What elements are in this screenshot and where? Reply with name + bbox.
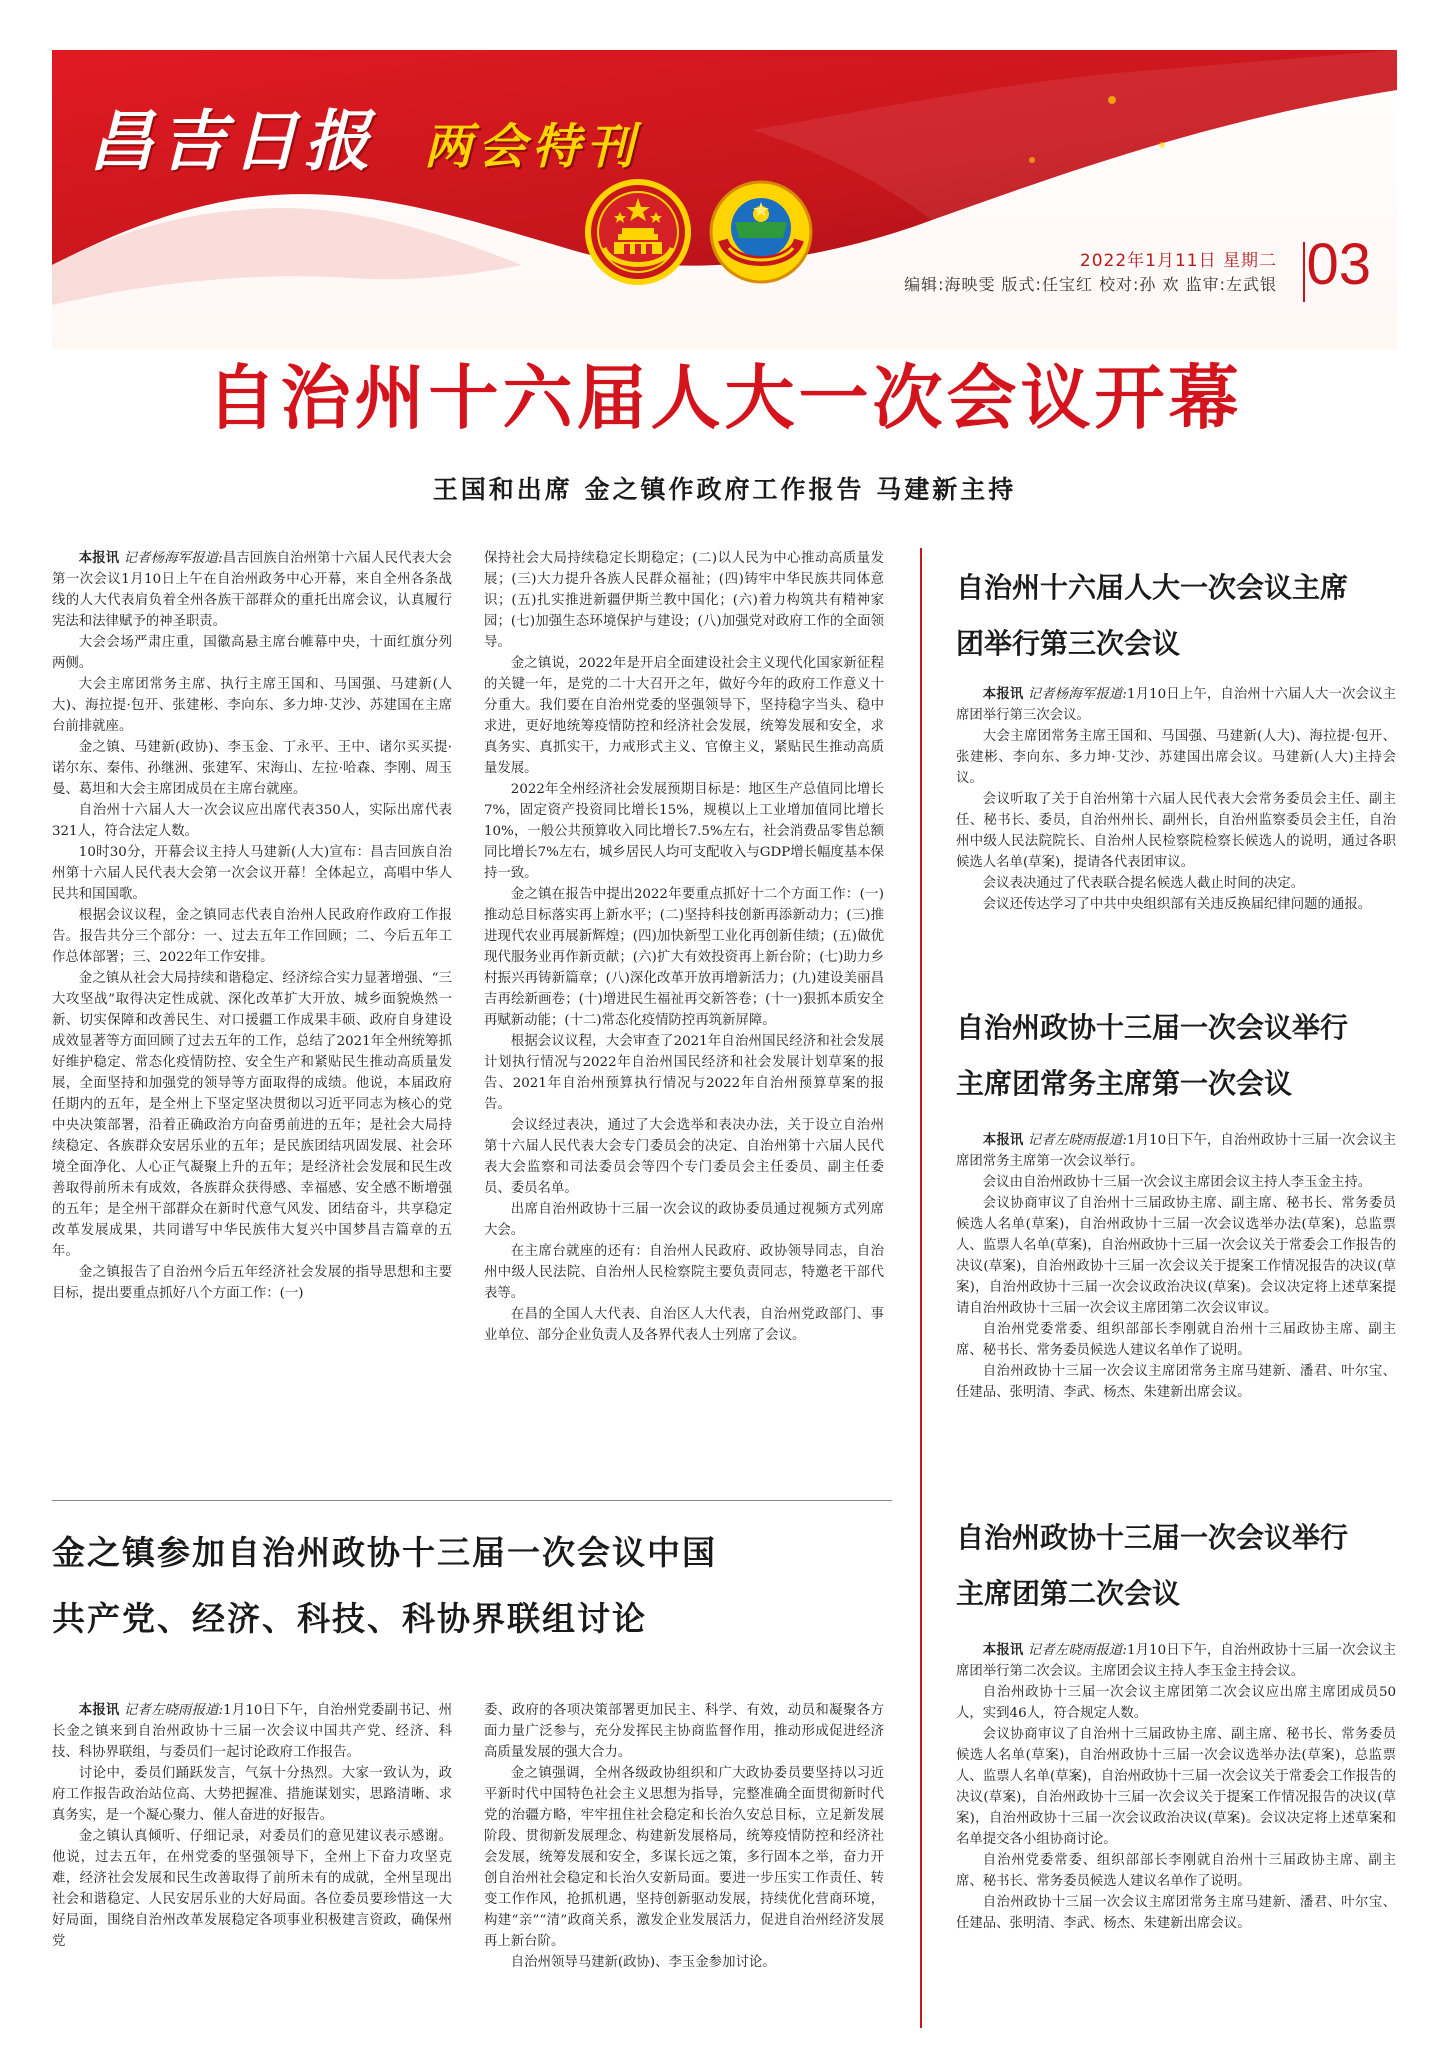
paragraph-text: 金之镇认真倾听、仔细记录，对委员们的意见建议表示感谢。他说，过去五年，在州党委的坚强领导下，全州上下奋力攻坚克难，经济社会发展和民生改善取得了前所未有的成就，全州呈现出社会和谐稳定、人民安居乐业的大好局面。各位委员要珍惜这一大好局面，围绕自治州改革发展稳定各项事业积极建言资政，确保州党 bbox=[52, 1829, 452, 1949]
section-divider bbox=[52, 1500, 892, 1501]
side-article-3-body bbox=[956, 1640, 1396, 2030]
dateline-lead: 本报讯 bbox=[78, 1703, 120, 1718]
paragraph bbox=[52, 1763, 452, 1826]
paragraph bbox=[956, 1892, 1396, 1934]
paragraph bbox=[484, 1304, 884, 1346]
masthead bbox=[52, 50, 1397, 350]
paragraph bbox=[956, 1319, 1396, 1361]
bottom-article-column-2 bbox=[484, 1700, 884, 2030]
paragraph bbox=[484, 1199, 884, 1241]
paragraph-text: 会议由自治州政协十三届一次会议主席团会议主持人李玉金主持。 bbox=[982, 1175, 1372, 1190]
sub-headline: 王国和出席 金之镇作政府工作报告 马建新主持 bbox=[432, 475, 1017, 504]
paragraph bbox=[52, 632, 452, 674]
paragraph-text: 根据会议议程，金之镇同志代表自治州人民政府作政府工作报告。报告共分三个部分：一、过去五年工作回顾；二、今后五年工作总体部署；三、2022年工作安排。 bbox=[52, 908, 452, 965]
paragraph bbox=[52, 674, 452, 737]
national-emblem-icon bbox=[584, 178, 692, 286]
paragraph-text: 自治州党委常委、组织部部长李刚就自治州十三届政协主席、副主席、秘书长、常务委员候选人建议名单作了说明。 bbox=[956, 1322, 1396, 1358]
paragraph bbox=[484, 1241, 884, 1304]
paper-name: 昌吉日报 bbox=[88, 102, 376, 180]
side-article-2-body bbox=[956, 1130, 1396, 1500]
paragraph-text: 委、政府的各项决策部署更加民主、科学、有效，动员和凝聚各方面力量广泛参与，充分发挥民主协商监督作用，推动形成促进经济高质量发展的强大合力。 bbox=[484, 1703, 884, 1760]
dateline-lead: 本报讯 bbox=[982, 1643, 1024, 1658]
main-headline: 自治州十六届人大一次会议开幕 bbox=[206, 357, 1243, 439]
paragraph bbox=[52, 737, 452, 800]
byline: 记者左晓雨报道: bbox=[1027, 1133, 1127, 1148]
paragraph bbox=[956, 1724, 1396, 1850]
main-article-column-2 bbox=[484, 548, 884, 1483]
paragraph bbox=[484, 1031, 884, 1115]
column-divider bbox=[920, 548, 922, 2028]
paragraph bbox=[956, 789, 1396, 873]
bottom-article-column-1 bbox=[52, 1700, 452, 2030]
paragraph-text: 会议听取了关于自治州第十六届人民代表大会常务委员会主任、副主任、秘书长、委员，自治州州长、副州长，自治州监察委员会主任，自治州中级人民法院院长、自治州人民检察院检察长候选人的说明，通过各职候选人名单(草案)，提请各代表团审议。 bbox=[956, 792, 1396, 870]
paragraph-text: 金之镇、马建新(政协)、李玉金、丁永平、王中、诸尔买买提·诺尔东、秦伟、孙继洲、张建军、宋海山、左拉·哈森、李刚、周玉曼、葛坦和大会主席团成员在主席台就座。 bbox=[52, 740, 452, 797]
paragraph-text: 1月10日下午，自治州政协十三届一次会议主席团举行第二次会议。主席团会议主持人李玉金主持会议。 bbox=[956, 1643, 1396, 1679]
paragraph-text: 大会会场严肃庄重，国徽高悬主席台帷幕中央，十面红旗分列两侧。 bbox=[52, 635, 452, 671]
paragraph-text: 2022年全州经济社会发展预期目标是：地区生产总值同比增长7%，固定资产投资同比增长15%，规模以上工业增加值同比增长10%，一般公共预算收入同比增长7.5%左右，社会消费品零售总额同比增长7%左右，城乡居民人均可支配收入与GDP增长幅度基本保持一致。 bbox=[484, 782, 884, 881]
paragraph bbox=[956, 726, 1396, 789]
paragraph bbox=[52, 1700, 452, 1763]
paragraph bbox=[484, 1115, 884, 1199]
side-article-1-body bbox=[956, 684, 1396, 984]
paragraph-text: 出席自治州政协十三届一次会议的政协委员通过视频方式列席大会。 bbox=[484, 1202, 884, 1238]
side-article-2-title-line2: 主席团常务主席第一次会议 bbox=[956, 1067, 1293, 1100]
bottom-article-title-line1: 金之镇参加自治州政协十三届一次会议中国 bbox=[52, 1533, 717, 1572]
paragraph-text: 10时30分，开幕会议主持人马建新(人大)宣布：昌吉回族自治州第十六届人民代表大会第一次会议开幕！全体起立，高唱中华人民共和国国歌。 bbox=[52, 845, 452, 902]
paragraph bbox=[956, 894, 1396, 915]
paragraph bbox=[956, 684, 1396, 726]
side-article-1-title bbox=[956, 560, 1396, 672]
paragraph-text: 会议表决通过了代表联合提名候选人截止时间的决定。 bbox=[982, 876, 1305, 891]
paragraph-text: 自治州政协十三届一次会议主席团第二次会议应出席主席团成员50人，实到46人，符合规定人数。 bbox=[956, 1685, 1396, 1721]
paragraph bbox=[956, 1130, 1396, 1172]
issue-date: 2022年1月11日 星期二 bbox=[1079, 251, 1277, 271]
dateline-lead: 本报讯 bbox=[982, 687, 1024, 702]
paragraph-text: 会议还传达学习了中共中央组织部有关违反换届纪律问题的通报。 bbox=[982, 897, 1372, 912]
paragraph-text: 讨论中，委员们踊跃发言，气氛十分热烈。大家一致认为，政府工作报告政治站位高、大势把握准、措施谋划实，思路清晰、求真务实，是一个凝心聚力、催人奋进的好报告。 bbox=[52, 1766, 452, 1823]
byline: 记者左晓雨报道: bbox=[1027, 1643, 1127, 1658]
paragraph bbox=[52, 548, 452, 632]
paragraph bbox=[484, 653, 884, 779]
paragraph-text: 金之镇强调，全州各级政协组织和广大政协委员要坚持以习近平新时代中国特色社会主义思想为指导，完整准确全面贯彻新时代党的治疆方略，牢牢扭住社会稳定和长治久安总目标，立足新发展阶段、贯彻新发展理念、构建新发展格局，统筹疫情防控和经济社会发展，统筹发展和安全，多谋长远之策，多行固本之举，奋力开创自治州社会稳定和长治久安新局面。要进一步压实工作责任、转变工作作风，抢抓机遇，坚持创新驱动发展，持续优化营商环境，构建“亲”“清”政商关系，激发企业发展活力，促进自治州经济发展再上新台阶。 bbox=[484, 1766, 884, 1949]
paragraph bbox=[956, 1850, 1396, 1892]
paragraph-text: 昌吉回族自治州第十六届人民代表大会第一次会议1月10日上午在自治州政务中心开幕，来自全州各条战线的人大代表肩负着全州各族干部群众的重托出席会议，认真履行宪法和法律赋予的神圣职责。 bbox=[52, 551, 452, 629]
side-article-2-title-line1: 自治州政协十三届一次会议举行 bbox=[956, 1011, 1349, 1044]
paragraph-text: 会议经过表决，通过了大会选举和表决办法，关于设立自治州第十六届人民代表大会专门委员会的决定、自治州第十六届人民代表大会监察和司法委员会等四个专门委员会主任委员、副主任委员、委员名单。 bbox=[484, 1118, 884, 1196]
page-number-divider bbox=[1303, 242, 1305, 302]
paragraph bbox=[52, 1262, 452, 1304]
bottom-article-title bbox=[52, 1520, 892, 1652]
paragraph-text: 会议协商审议了自治州十三届政协主席、副主席、秘书长、常务委员候选人名单(草案)，自治州政协十三届一次会议选举办法(草案)，总监票人、监票人名单(草案)，自治州政协十三届一次会议关于常委会工作报告的决议(草案)，自治州政协十三届一次会议关于提案工作情况报告的决议(草案)，自治州政协十三届一次会议政治决议(草案)。会议决定将上述草案和名单提交各小组协商讨论。 bbox=[956, 1727, 1396, 1847]
paragraph bbox=[52, 968, 452, 1262]
paragraph-text: 自治州党委常委、组织部部长李刚就自治州十三届政协主席、副主席、秘书长、常务委员候选人建议名单作了说明。 bbox=[956, 1853, 1396, 1889]
paragraph-text: 保持社会大局持续稳定长期稳定；(二)以人民为中心推动高质量发展；(三)大力提升各族人民群众福祉；(四)铸牢中华民族共同体意识；(五)扎实推进新疆伊斯兰教中国化；(六)着力构筑共有精神家园；(七)加强生态环境保护与建设；(八)加强党对政府工作的全面领导。 bbox=[484, 551, 884, 650]
side-article-1-title-line2: 团举行第三次会议 bbox=[956, 627, 1181, 660]
paragraph bbox=[956, 1172, 1396, 1193]
side-article-3-title-line2: 主席团第二次会议 bbox=[956, 1577, 1181, 1610]
paragraph-text: 大会主席团常务主席、执行主席王国和、马国强、马建新(人大)、海拉提·包开、张建彬、李向东、多力坤·艾沙、苏建国在主席台前排就座。 bbox=[52, 677, 452, 734]
editorial-credits: 编辑:海映雯 版式:任宝红 校对:孙 欢 监审:左武银 bbox=[904, 275, 1277, 294]
cppcc-emblem-icon bbox=[707, 178, 815, 286]
paragraph bbox=[52, 842, 452, 905]
paragraph bbox=[484, 1700, 884, 1763]
paragraph bbox=[956, 1640, 1396, 1682]
paragraph-text: 在昌的全国人大代表、自治区人大代表，自治州党政部门、事业单位、部分企业负责人及各界代表人士列席了会议。 bbox=[484, 1307, 884, 1343]
paragraph bbox=[52, 905, 452, 968]
paragraph-text: 1月10日下午，自治州政协十三届一次会议主席团常务主席第一次会议举行。 bbox=[956, 1133, 1396, 1169]
paragraph-text: 金之镇在报告中提出2022年要重点抓好十二个方面工作：(一)推动总目标落实再上新水平；(二)坚持科技创新再添新动力；(三)推进现代农业再展新辉煌；(四)加快新型工业化再创新佳绩；(五)做优现代服务业再作新贡献；(六)扩大有效投资再上新台阶；(七)助力乡村振兴再铸新篇章；(八)深化改革开放再增新活力；(九)建设美丽昌吉再绘新画卷；(十)增进民生福祉再交新答卷；(十一)狠抓本质安全再赋新动能；(十二)常态化疫情防控再筑新屏障。 bbox=[484, 887, 884, 1028]
bottom-article-title-line2: 共产党、经济、科技、科协界联组讨论 bbox=[52, 1599, 647, 1638]
special-issue-label: 两会特刊 bbox=[424, 119, 641, 175]
paragraph bbox=[484, 548, 884, 653]
paragraph-text: 大会主席团常务主席王国和、马国强、马建新(人大)、海拉提·包开、张建彬、李向东、多力坤·艾沙、苏建国出席会议。马建新(人大)主持会议。 bbox=[956, 729, 1396, 786]
paragraph-text: 金之镇报告了自治州今后五年经济社会发展的指导思想和主要目标，提出要重点抓好八个方面工作：(一) bbox=[52, 1265, 452, 1301]
paragraph-text: 金之镇从社会大局持续和谐稳定、经济综合实力显著增强、“三大攻坚战”取得决定性成就、深化改革扩大开放、城乡面貌焕然一新、切实保障和改善民生、对口援疆工作成果丰硕、政府自身建设成效显著等方面回顾了过去五年的工作，总结了2021年全州统筹抓好维护稳定、常态化疫情防控、安全生产和紧贴民生推动高质量发展，全面坚持和加强党的领导等方面取得的成绩。他说，本届政府任期内的五年，是全州上下坚定坚决贯彻以习近平同志为核心的党中央决策部署，沿着正确政治方向奋勇前进的五年；是社会大局持续稳定、各族群众安居乐业的五年；是民族团结巩固发展、社会环境全面净化、人心正气凝聚上升的五年；是经济社会发展和民生改善取得前所未有成效，各族群众获得感、幸福感、安全感不断增强的五年；是全州干部群众在新时代意气风发、团结奋斗，共享稳定改革发展成果，共同谱写中华民族伟大复兴中国梦昌吉篇章的五年。 bbox=[52, 971, 452, 1259]
byline: 记者杨海军报道: bbox=[1027, 687, 1127, 702]
main-article-column-1 bbox=[52, 548, 452, 1483]
paragraph-text: 自治州十六届人大一次会议应出席代表350人，实际出席代表321人，符合法定人数。 bbox=[52, 803, 452, 839]
paragraph bbox=[52, 800, 452, 842]
paragraph bbox=[52, 1826, 452, 1952]
side-article-2-title bbox=[956, 1000, 1396, 1112]
dateline-lead: 本报讯 bbox=[78, 551, 120, 566]
paragraph bbox=[484, 884, 884, 1031]
paragraph-text: 会议协商审议了自治州十三届政协主席、副主席、秘书长、常务委员候选人名单(草案)，自治州政协十三届一次会议选举办法(草案)，总监票人、监票人名单(草案)，自治州政协十三届一次会议关于常委会工作报告的决议(草案)，自治州政协十三届一次会议关于提案工作情况报告的决议(草案)，自治州政协十三届一次会议政治决议(草案)。会议决定将上述草案提请自治州政协十三届一次会议主席团第二次会议审议。 bbox=[956, 1196, 1396, 1316]
paragraph bbox=[484, 779, 884, 884]
paragraph-text: 1月10日下午，自治州党委副书记、州长金之镇来到自治州政协十三届一次会议中国共产党、经济、科技、科协界联组，与委员们一起讨论政府工作报告。 bbox=[52, 1703, 452, 1760]
dateline-lead: 本报讯 bbox=[982, 1133, 1024, 1148]
paragraph-text: 在主席台就座的还有：自治州人民政府、政协领导同志，自治州中级人民法院、自治州人民检察院主要负责同志，特邀老干部代表等。 bbox=[484, 1244, 884, 1301]
side-article-1-title-line1: 自治州十六届人大一次会议主席 bbox=[956, 571, 1349, 604]
paragraph-text: 金之镇说，2022年是开启全面建设社会主义现代化国家新征程的关键一年，是党的二十大召开之年，做好今年的政府工作意义十分重大。我们要在自治州党委的坚强领导下，坚持稳字当头、稳中求进，更好地统筹疫情防控和经济社会发展，统筹发展和安全，求真务实、真抓实干，力戒形式主义、官僚主义，紧贴民生推动高质量发展。 bbox=[484, 656, 884, 776]
byline: 记者杨海军报道: bbox=[123, 551, 223, 566]
paragraph bbox=[484, 1952, 884, 1973]
side-article-3-title bbox=[956, 1510, 1396, 1622]
paragraph bbox=[484, 1763, 884, 1952]
paragraph bbox=[956, 873, 1396, 894]
paragraph bbox=[956, 1193, 1396, 1319]
paragraph bbox=[956, 1361, 1396, 1403]
paragraph bbox=[956, 1682, 1396, 1724]
paragraph-text: 1月10日上午，自治州十六届人大一次会议主席团举行第三次会议。 bbox=[956, 687, 1396, 723]
paragraph-text: 根据会议议程，大会审查了2021年自治州国民经济和社会发展计划执行情况与2022年自治州国民经济和社会发展计划草案的报告、2021年自治州预算执行情况与2022年自治州预算草案的报告。 bbox=[484, 1034, 884, 1112]
side-article-3-title-line1: 自治州政协十三届一次会议举行 bbox=[956, 1521, 1349, 1554]
page-number: 03 bbox=[1306, 232, 1371, 297]
paragraph-text: 自治州政协十三届一次会议主席团常务主席马建新、潘君、叶尔宝、任建品、张明清、李武、杨杰、朱建新出席会议。 bbox=[956, 1895, 1396, 1931]
paragraph-text: 自治州政协十三届一次会议主席团常务主席马建新、潘君、叶尔宝、任建品、张明清、李武、杨杰、朱建新出席会议。 bbox=[956, 1364, 1396, 1400]
paragraph-text: 自治州领导马建新(政协)、李玉金参加讨论。 bbox=[510, 1955, 776, 1970]
byline: 记者左晓雨报道: bbox=[123, 1703, 224, 1718]
